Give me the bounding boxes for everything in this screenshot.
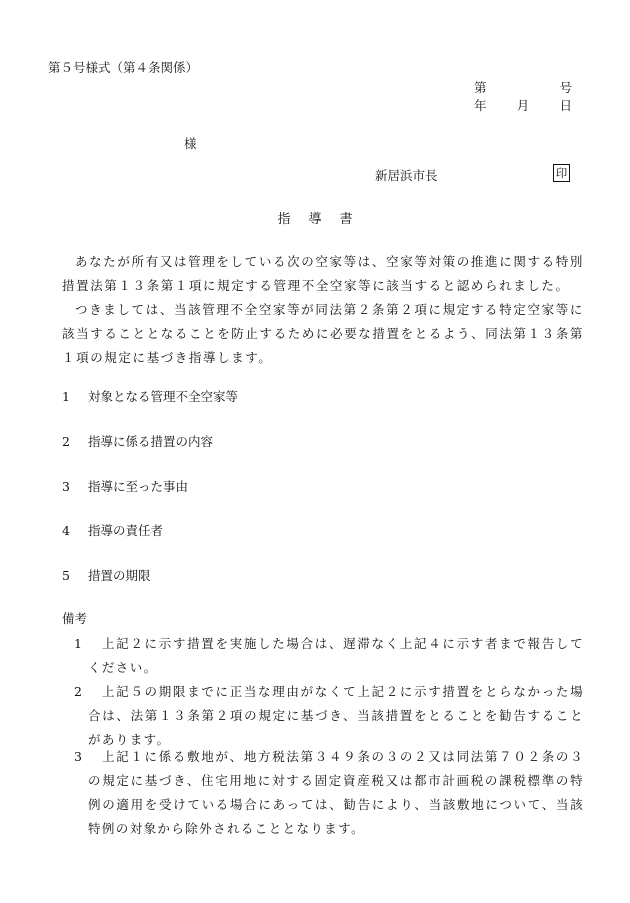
list-item	[62, 566, 151, 584]
document-number	[474, 78, 572, 96]
date-year: 年	[474, 98, 487, 113]
body-paragraph-2: つきましては、当該管理不全空家等が同法第２条第２項に規定する特定空家等に該当することとなることを防止するために必要な措置をとるよう、同法第１３条第１項の規定に基づき指導します。	[62, 302, 584, 365]
document-number-prefix: 第	[474, 80, 487, 95]
body-paragraph-1: あなたが所有又は管理をしている次の空家等は、空家等対策の推進に関する特別措置法第１３条第１項に規定する管理不全空家等に該当すると認められました。	[62, 254, 584, 293]
list-item-number: 4	[62, 523, 70, 538]
remark-text: 上記２に示す措置を実施した場合は、遅滞なく上記４に示す者まで報告してください。	[88, 636, 584, 675]
list-item-label: 措置の期限	[88, 568, 151, 583]
remarks-heading: 備考	[62, 611, 88, 626]
addressee: 様	[184, 136, 197, 151]
list-item-label: 指導に至った事由	[88, 479, 189, 494]
remark-item	[74, 745, 584, 841]
remark-item	[74, 632, 584, 680]
list-item	[62, 477, 188, 495]
list-item	[62, 432, 213, 450]
list-item-label: 指導に係る措置の内容	[88, 434, 214, 449]
list-item-number: 2	[62, 434, 70, 449]
seal-mark: 印	[553, 164, 570, 182]
form-number: 第５号様式（第４条関係）	[48, 60, 199, 75]
remark-number: 1	[74, 636, 82, 651]
list-item-label: 指導の責任者	[88, 523, 164, 538]
remark-text: 上記１に係る敷地が、地方税法第３４９条の３の２又は同法第７０２条の３の規定に基づき、住宅用地に対する固定資産税又は都市計画税の課税標準の特例の適用を受けている場合にあっては、勧告により、当該敷地について、当該特例の対象から除外されることとなります。	[88, 749, 584, 836]
date-day: 日	[559, 98, 572, 113]
remark-text: 上記５の期限までに正当な理由がなくて上記２に示す措置をとらなかった場合は、法第１３条第２項の規定に基づき、当該措置をとることを勧告することがあります。	[88, 684, 584, 747]
document-number-suffix: 号	[559, 80, 572, 95]
list-item	[62, 521, 163, 539]
remark-item	[74, 680, 584, 752]
list-item-label: 対象となる管理不全空家等	[88, 389, 239, 404]
list-item-number: 3	[62, 479, 70, 494]
remark-number: 2	[74, 684, 82, 699]
list-item-number: 1	[62, 389, 70, 404]
document-title: 指導書	[277, 212, 371, 227]
date-month: 月	[516, 98, 530, 113]
issuer-name: 新居浜市長	[375, 168, 438, 183]
list-item-number: 5	[62, 568, 70, 583]
list-item	[62, 387, 238, 405]
remark-number: 3	[74, 749, 82, 764]
document-date	[474, 96, 572, 114]
